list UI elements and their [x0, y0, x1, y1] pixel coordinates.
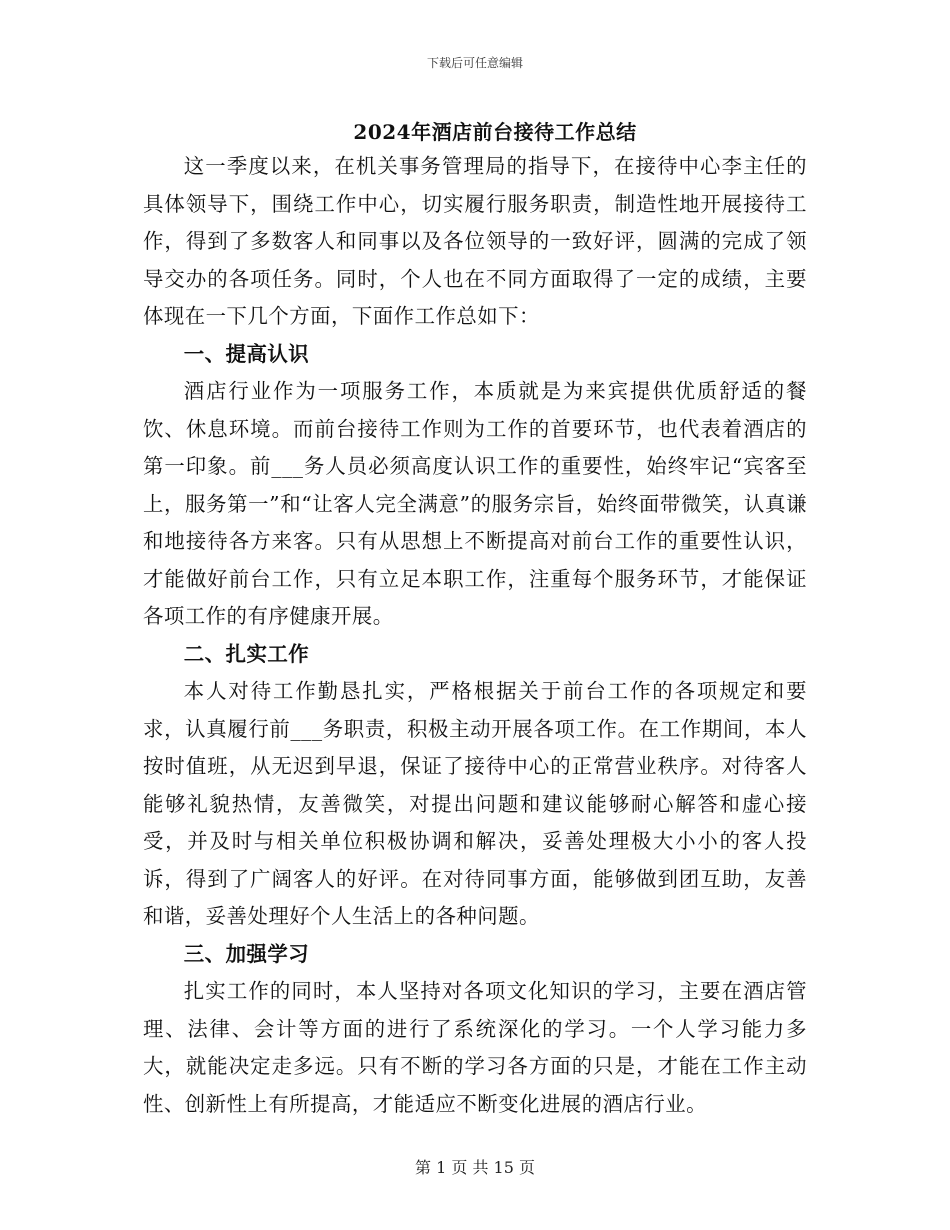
section-paragraph-3: 扎实工作的同时，本人坚持对各项文化知识的学习，主要在酒店管理、法律、会计等方面的进行了系统深化的学习。一个人学习能力多大，就能决定走多远。只有不断的学习各方面的只是，才能在工作主动性、创新性上有所提高，才能适应不断变化进展的酒店行业。	[143, 979, 807, 1116]
document-title: 2024年酒店前台接待工作总结	[353, 120, 637, 144]
section-heading-2: 二、扎实工作	[183, 641, 310, 666]
section-heading-3: 三、加强学习	[183, 941, 310, 966]
document-body	[143, 148, 807, 1123]
section-heading-1: 一、提高认识	[183, 341, 310, 366]
page-number: 第 1 页 共 15 页	[415, 1158, 535, 1177]
intro-paragraph: 这一季度以来，在机关事务管理局的指导下，在接待中心李主任的具体领导下，围绕工作中心，切实履行服务职责，制造性地开展接待工作，得到了多数客人和同事以及各位领导的一致好评，圆满的完成了领导交办的各项任务。同时，个人也在不同方面取得了一定的成绩，主要体现在一下几个方面，下面作工作总如下：	[143, 154, 807, 328]
download-note: 下载后可任意编辑	[426, 56, 523, 70]
section-paragraph-2: 本人对待工作勤恳扎实，严格根据关于前台工作的各项规定和要求，认真履行前___务职责，积极主动开展各项工作。在工作期间，本人按时值班，从无迟到早退，保证了接待中心的正常营业秩序。对待客人能够礼貌热情，友善微笑，对提出问题和建议能够耐心解答和虚心接受，并及时与相关单位积极协调和解决，妥善处理极大小小的客人投诉，得到了广阔客人的好评。在对待同事方面，能够做到团互助，友善和谐，妥善处理好个人生活上的各种问题。	[143, 679, 807, 928]
section-paragraph-1: 酒店行业作为一项服务工作，本质就是为来宾提供优质舒适的餐饮、休息环境。而前台接待工作则为工作的首要环节，也代表着酒店的第一印象。前___务人员必须高度认识工作的重要性，始终牢记“宾客至上，服务第一”和“让客人完全满意”的服务宗旨，始终面带微笑，认真谦和地接待各方来客。只有从思想上不断提高对前台工作的重要性认识，才能做好前台工作，只有立足本职工作，注重每个服务环节，才能保证各项工作的有序健康开展。	[143, 379, 807, 628]
